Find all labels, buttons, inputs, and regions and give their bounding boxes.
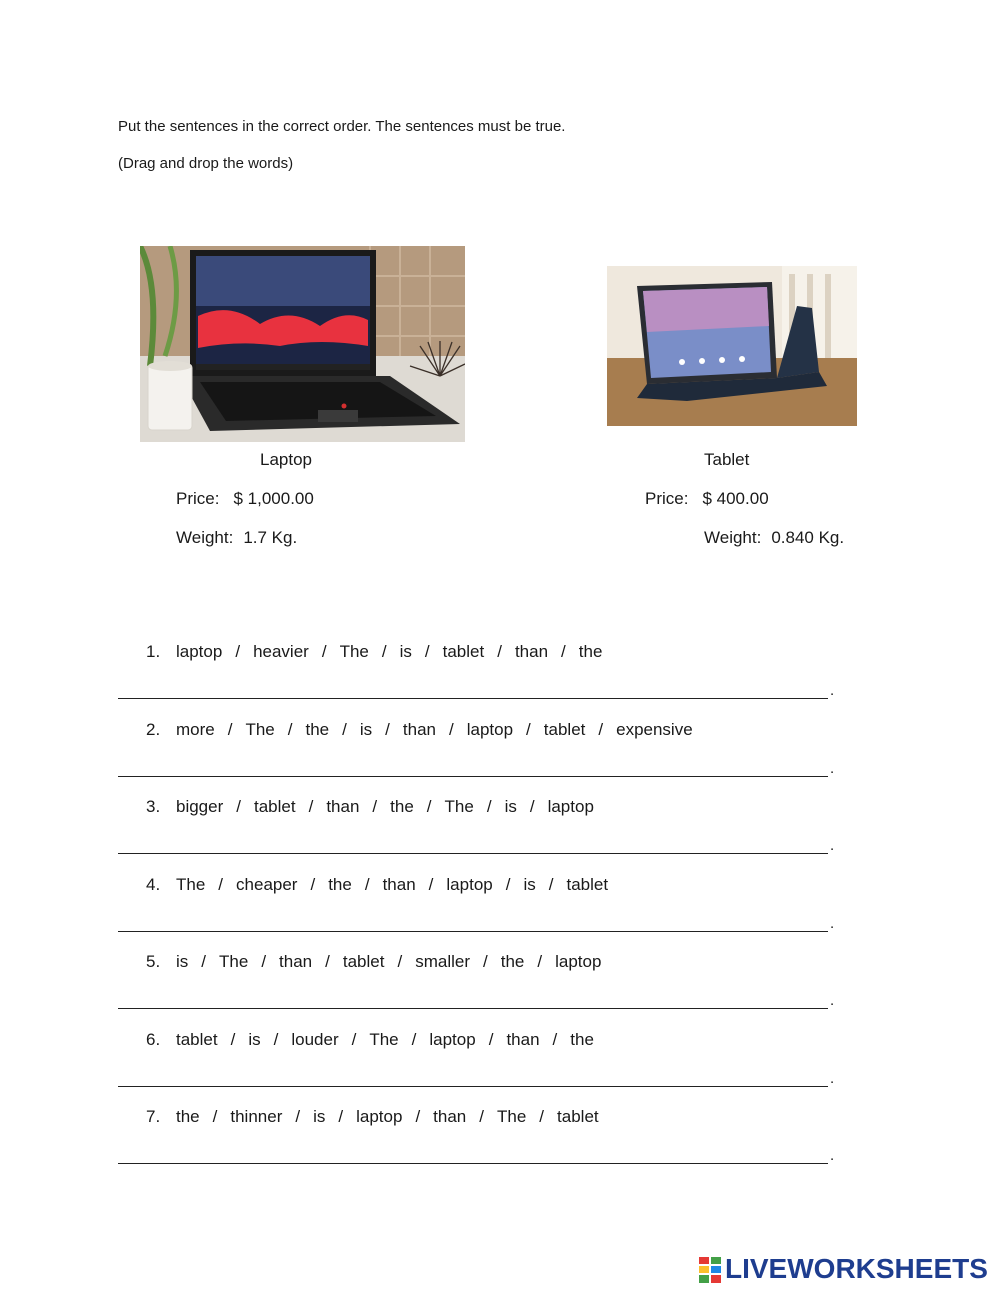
word-separator: /	[321, 642, 327, 661]
draggable-word[interactable]: than	[402, 720, 436, 739]
scrambled-words	[146, 797, 594, 817]
laptop-price-row	[176, 489, 314, 509]
tablet-caption: Tablet	[704, 450, 750, 469]
laptop-weight-row	[176, 528, 297, 548]
draggable-word[interactable]: louder	[291, 1030, 339, 1049]
draggable-word[interactable]: laptop	[176, 642, 223, 661]
word-separator: /	[397, 952, 403, 971]
exercise-number: 7.	[146, 1107, 161, 1126]
exercise-number: 3.	[146, 797, 161, 816]
draggable-word[interactable]: The	[245, 720, 275, 739]
weight-label: Weight:	[704, 528, 762, 547]
draggable-word[interactable]: than	[326, 797, 360, 816]
draggable-word[interactable]: the	[390, 797, 414, 816]
draggable-word[interactable]: the	[578, 642, 603, 661]
draggable-word[interactable]: The	[339, 642, 369, 661]
price-label: Price:	[176, 489, 220, 508]
draggable-word[interactable]: cheaper	[236, 875, 298, 894]
word-separator: /	[424, 642, 430, 661]
exercise-item	[118, 642, 838, 702]
word-separator: /	[483, 952, 488, 971]
draggable-word[interactable]: the	[328, 875, 352, 894]
exercise-item	[118, 1030, 838, 1090]
scrambled-words	[146, 1107, 599, 1127]
draggable-word[interactable]: laptop	[547, 797, 594, 816]
draggable-word[interactable]: The	[369, 1030, 399, 1049]
draggable-word[interactable]: than	[382, 875, 416, 894]
word-separator: /	[539, 1107, 545, 1126]
draggable-word[interactable]: tablet	[254, 797, 296, 816]
draggable-word[interactable]: expensive	[616, 720, 693, 739]
word-separator: /	[537, 952, 543, 971]
draggable-word[interactable]: tablet	[176, 1030, 218, 1049]
scrambled-words	[146, 1030, 594, 1050]
weight-label: Weight:	[176, 528, 234, 547]
draggable-word[interactable]: is	[504, 797, 517, 816]
answer-drop-line[interactable]	[118, 915, 828, 932]
sentence-period: .	[830, 682, 835, 699]
scrambled-words	[146, 720, 693, 740]
laptop-weight-value: 1.7 Kg.	[243, 528, 298, 547]
word-separator: /	[287, 720, 293, 739]
draggable-word[interactable]: laptop	[446, 875, 493, 894]
word-separator: /	[381, 642, 387, 661]
draggable-word[interactable]: than	[506, 1030, 540, 1049]
sentence-period: .	[830, 837, 835, 854]
word-separator: /	[426, 797, 432, 816]
word-separator: /	[505, 875, 511, 894]
draggable-word[interactable]: laptop	[555, 952, 602, 971]
exercise-number: 4.	[146, 875, 161, 894]
word-separator: /	[342, 720, 347, 739]
exercise-number: 6.	[146, 1030, 161, 1049]
exercise-number: 2.	[146, 720, 161, 739]
word-separator: /	[308, 797, 314, 816]
exercise-item	[118, 797, 838, 857]
answer-drop-line[interactable]	[118, 1147, 828, 1164]
laptop-image	[140, 246, 465, 442]
tablet-price-row	[645, 489, 769, 509]
word-separator: /	[273, 1030, 279, 1049]
scrambled-words	[146, 875, 608, 895]
word-separator: /	[227, 720, 233, 739]
word-separator: /	[351, 1030, 357, 1049]
draggable-word[interactable]: is	[313, 1107, 326, 1126]
word-separator: /	[212, 1107, 218, 1126]
tablet-weight-value: 0.840 Kg.	[771, 528, 845, 547]
laptop-price-value: $ 1,000.00	[233, 489, 314, 508]
scrambled-words	[146, 642, 602, 662]
draggable-word[interactable]: laptop	[356, 1107, 403, 1126]
word-separator: /	[415, 1107, 421, 1126]
sentence-period: .	[830, 760, 835, 777]
word-separator: /	[428, 875, 434, 894]
instruction-subtext: (Drag and drop the words)	[118, 155, 294, 172]
exercise-number: 1.	[146, 642, 161, 661]
answer-drop-line[interactable]	[118, 760, 828, 777]
word-separator: /	[561, 642, 566, 661]
draggable-word[interactable]: than	[433, 1107, 467, 1126]
draggable-word[interactable]: laptop	[429, 1030, 476, 1049]
answer-drop-line[interactable]	[118, 837, 828, 854]
exercise-item	[118, 1107, 838, 1167]
word-separator: /	[310, 875, 316, 894]
sentence-period: .	[830, 1147, 835, 1164]
tablet-price-value: $ 400.00	[702, 489, 769, 508]
tablet-image	[607, 266, 857, 426]
word-separator: /	[325, 952, 330, 971]
word-separator: /	[548, 875, 554, 894]
draggable-word[interactable]: heavier	[253, 642, 309, 661]
word-separator: /	[529, 797, 535, 816]
sentence-period: .	[830, 992, 835, 1009]
word-separator: /	[295, 1107, 301, 1126]
tablet-weight-row	[704, 528, 844, 548]
sentence-period: .	[830, 915, 835, 932]
price-label: Price:	[645, 489, 689, 508]
logo-icon	[699, 1257, 721, 1283]
word-separator: /	[497, 642, 502, 661]
draggable-word[interactable]: bigger	[176, 797, 224, 816]
draggable-word[interactable]: laptop	[466, 720, 514, 739]
answer-drop-line[interactable]	[118, 682, 828, 699]
exercise-item	[118, 720, 838, 780]
word-separator: /	[201, 952, 207, 971]
scrambled-words	[146, 952, 601, 972]
draggable-word[interactable]: the	[570, 1030, 594, 1049]
draggable-word[interactable]: thinner	[230, 1107, 283, 1126]
draggable-word[interactable]: tablet	[566, 875, 609, 894]
word-separator: /	[488, 1030, 494, 1049]
draggable-word[interactable]: the	[305, 720, 330, 739]
exercise-item	[118, 952, 838, 1012]
word-separator: /	[218, 875, 224, 894]
draggable-word[interactable]: is	[248, 1030, 261, 1049]
draggable-word[interactable]: is	[359, 720, 373, 739]
draggable-word[interactable]: the	[500, 952, 525, 971]
draggable-word[interactable]: tablet	[543, 720, 586, 739]
liveworksheets-logo	[699, 1253, 994, 1285]
word-separator: /	[385, 720, 390, 739]
word-separator: /	[235, 642, 241, 661]
word-separator: /	[411, 1030, 417, 1049]
word-separator: /	[230, 1030, 236, 1049]
word-separator: /	[261, 952, 267, 971]
draggable-word[interactable]: The	[219, 952, 249, 971]
word-separator: /	[236, 797, 241, 816]
draggable-word[interactable]: tablet	[442, 642, 485, 661]
draggable-word[interactable]: more	[176, 720, 215, 739]
instruction-text: Put the sentences in the correct order. The sentences must be true.	[118, 118, 566, 135]
draggable-word[interactable]: the	[176, 1107, 200, 1126]
word-separator: /	[479, 1107, 484, 1126]
draggable-word[interactable]: is	[399, 642, 412, 661]
answer-drop-line[interactable]	[118, 992, 828, 1009]
draggable-word[interactable]: tablet	[342, 952, 385, 971]
draggable-word[interactable]: is	[523, 875, 536, 894]
word-separator: /	[486, 797, 492, 816]
draggable-word[interactable]: is	[176, 952, 189, 971]
word-separator: /	[372, 797, 378, 816]
draggable-word[interactable]: than	[514, 642, 549, 661]
exercise-number: 5.	[146, 952, 161, 971]
word-separator: /	[552, 1030, 558, 1049]
sentence-period: .	[830, 1070, 835, 1087]
word-separator: /	[448, 720, 454, 739]
word-separator: /	[338, 1107, 344, 1126]
draggable-word[interactable]: than	[279, 952, 313, 971]
draggable-word[interactable]: The	[444, 797, 474, 816]
laptop-caption: Laptop	[260, 450, 312, 469]
draggable-word[interactable]: The	[176, 875, 206, 894]
draggable-word[interactable]: tablet	[557, 1107, 599, 1126]
word-separator: /	[598, 720, 604, 739]
draggable-word[interactable]: The	[497, 1107, 527, 1126]
exercise-item	[118, 875, 838, 935]
draggable-word[interactable]: smaller	[415, 952, 470, 971]
word-separator: /	[526, 720, 531, 739]
logo-text: LIVEWORKSHEETS	[725, 1253, 988, 1284]
word-separator: /	[364, 875, 370, 894]
answer-drop-line[interactable]	[118, 1070, 828, 1087]
